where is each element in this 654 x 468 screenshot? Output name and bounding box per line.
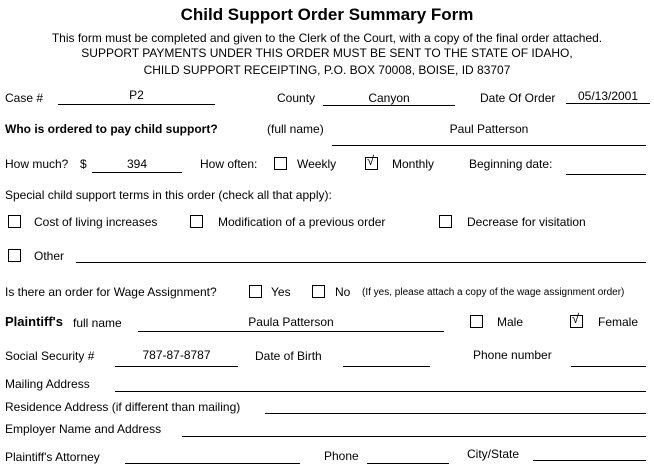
- other-checkbox[interactable]: [8, 249, 21, 262]
- female-check-mark: √: [572, 311, 580, 326]
- payer-name-field[interactable]: Paul Patterson: [449, 122, 529, 136]
- male-label: Male: [497, 315, 524, 329]
- case-number-field[interactable]: P2: [129, 88, 144, 102]
- wage-yes-checkbox[interactable]: [249, 285, 262, 298]
- wage-yes-label: Yes: [271, 285, 291, 299]
- modification-checkbox[interactable]: [190, 215, 203, 228]
- ssn-field[interactable]: 787-87-8787: [142, 348, 211, 362]
- plaintiff-full-name-label: full name: [73, 316, 122, 330]
- dob-label: Date of Birth: [255, 349, 322, 363]
- attorney-label: Plaintiff's Attorney: [5, 450, 100, 464]
- how-often-label: How often:: [200, 157, 258, 171]
- instructions-line-1: This form must be completed and given to the Clerk of the Court, with a copy of the final order attached.: [51, 31, 603, 45]
- residence-address-label: Residence Address (if different than mailing): [5, 400, 241, 414]
- employer-label: Employer Name and Address: [5, 422, 162, 436]
- attorney-field[interactable]: [125, 463, 300, 464]
- wage-assignment-question: Is there an order for Wage Assignment?: [5, 285, 217, 299]
- other-label: Other: [34, 249, 65, 263]
- how-much-label: How much?: [5, 157, 69, 171]
- case-number-line: [58, 104, 215, 105]
- instructions-line-3: CHILD SUPPORT RECEIPTING, P.O. BOX 70008, BOISE, ID 83707: [143, 63, 511, 77]
- male-checkbox[interactable]: [470, 315, 483, 328]
- female-label: Female: [598, 315, 639, 329]
- payer-question: Who is ordered to pay child support?: [5, 122, 218, 136]
- county-field[interactable]: Canyon: [368, 91, 410, 105]
- monthly-label: Monthly: [392, 157, 435, 171]
- monthly-check-mark: √: [367, 153, 375, 168]
- beginning-date-line: [566, 174, 646, 175]
- phone-number-line: [571, 366, 646, 367]
- dob-line: [343, 366, 430, 367]
- wage-assignment-note: (If yes, please attach a copy of the wage assignment order): [362, 287, 625, 298]
- payer-name-line: [332, 145, 646, 146]
- monthly-checkbox[interactable]: [365, 153, 378, 170]
- wage-no-label: No: [335, 285, 351, 299]
- mailing-address-field[interactable]: [115, 391, 646, 392]
- city-state-field[interactable]: [533, 460, 646, 461]
- other-line: [76, 262, 646, 263]
- county-line: [323, 105, 455, 106]
- form-title: Child Support Order Summary Form: [180, 5, 474, 24]
- case-number-label: Case #: [5, 91, 44, 105]
- date-of-order-label: Date Of Order: [480, 91, 556, 105]
- instructions-line-2: SUPPORT PAYMENTS UNDER THIS ORDER MUST BE SENT TO THE STATE OF IDAHO,: [81, 46, 573, 60]
- special-terms-label: Special child support terms in this order (check all that apply):: [5, 188, 332, 202]
- female-checkbox[interactable]: [570, 311, 583, 328]
- plaintiff-name-line: [138, 331, 444, 332]
- phone-number-label: Phone number: [473, 348, 552, 362]
- cost-of-living-label: Cost of living increases: [34, 215, 158, 229]
- date-of-order-line: [566, 103, 650, 104]
- attorney-phone-field[interactable]: [367, 463, 449, 464]
- amount-line: [92, 172, 182, 173]
- weekly-label: Weekly: [297, 157, 337, 171]
- city-state-label: City/State: [467, 447, 520, 461]
- employer-field[interactable]: [182, 436, 646, 437]
- attorney-phone-label: Phone: [324, 449, 359, 463]
- county-label: County: [277, 91, 316, 105]
- date-of-order-field[interactable]: 05/13/2001: [577, 89, 639, 103]
- weekly-checkbox[interactable]: [274, 157, 287, 170]
- modification-label: Modification of a previous order: [218, 215, 386, 229]
- mailing-address-label: Mailing Address: [5, 377, 90, 391]
- plaintiff-label: Plaintiff's: [5, 314, 63, 329]
- residence-address-field[interactable]: [265, 413, 646, 414]
- decrease-visitation-checkbox[interactable]: [439, 215, 452, 228]
- plaintiff-name-field[interactable]: Paula Patterson: [248, 315, 334, 329]
- payer-hint: (full name): [267, 122, 324, 136]
- amount-field[interactable]: 394: [126, 157, 148, 171]
- cost-of-living-checkbox[interactable]: [8, 215, 21, 228]
- wage-no-checkbox[interactable]: [312, 285, 325, 298]
- beginning-date-label: Beginning date:: [469, 157, 553, 171]
- ssn-line: [115, 366, 238, 367]
- currency-symbol: $: [80, 157, 87, 171]
- decrease-visitation-label: Decrease for visitation: [467, 215, 586, 229]
- ssn-label: Social Security #: [5, 349, 95, 363]
